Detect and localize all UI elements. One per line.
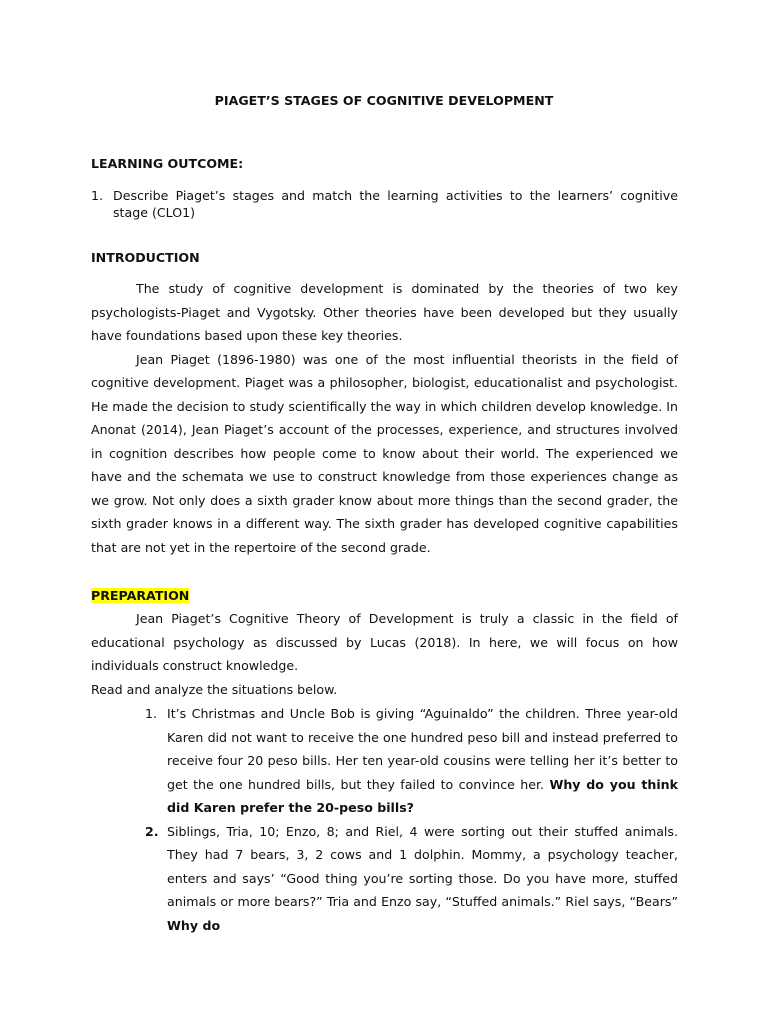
situation-question: Why do [167, 917, 221, 933]
situation-text: Siblings, Tria, 10; Enzo, 8; and Riel, 4 were sorting out their stuffed animals. They had 7 bears, 3, 2 cows and 1 dolphin. Mommy, a psychology teacher, enters and says’ “Good thing you’re sorting those. Do you have more, stuffed animals or more bears?” Tria and Enzo say, “Stuffed animals.” Riel says, “Bears” [167, 823, 678, 909]
list-item [145, 702, 678, 820]
introduction-paragraph-2: Jean Piaget (1896-1980) was one of the most influential theorists in the field of cognitive development. Piaget was a philosopher, biologist, educationalist and psychologist. He made the decision to study scientifically the way in which children develop knowledge. In Anonat (2014), Jean Piaget’s account of the processes, experience, and structures involved in cognition describes how people come to know about their world. The experienced we have and the schemata we use to construct knowledge from those experiences change as we grow. Not only does a sixth grader know about more things than the second grader, the sixth grader knows in a different way. The sixth grader has developed cognitive capabilities that are not yet in the repertoire of the second grade. [91, 351, 678, 555]
introduction-paragraph-1: The study of cognitive development is dominated by the theories of two key psychologists-Piaget and Vygotsky. Other theories have been developed but they usually have foundations based upon these key theories. [91, 281, 678, 343]
preparation-paragraph-2: Read and analyze the situations below. [91, 681, 338, 697]
introduction-body [91, 277, 678, 559]
preparation-paragraph-1: Jean Piaget’s Cognitive Theory of Development is truly a classic in the field of educational psychology as discussed by Lucas (2018). In here, we will focus on how individuals construct knowledge. [91, 611, 678, 673]
preparation-body [91, 607, 678, 701]
learning-outcome-item [91, 187, 678, 221]
list-number: 2. [145, 823, 159, 839]
preparation-heading-text: PREPARATION [91, 588, 190, 603]
situation-text: It’s Christmas and Uncle Bob is giving “Aguinaldo” the children. Three year-old Karen did not want to receive the one hundred peso bill and instead preferred to receive four 20 peso bills. Her ten year-old cousins were telling her it’s better to get the one hundred bills, but they failed to convince her. [167, 706, 678, 792]
preparation-heading [91, 588, 189, 603]
list-number: 1. [145, 706, 158, 721]
document-title: PIAGET’S STAGES OF COGNITIVE DEVELOPMENT [214, 93, 554, 108]
learning-outcome-text: Describe Piaget’s stages and match the learning activities to the learners’ cognitive stage (CLO1) [113, 188, 678, 220]
learning-outcome-heading: LEARNING OUTCOME: [91, 156, 244, 171]
situation-question: Why do you think did Karen prefer the 20-peso bills? [167, 776, 679, 815]
situations-list [145, 702, 678, 937]
list-item [145, 820, 678, 938]
list-number: 1. [91, 188, 104, 203]
introduction-heading: INTRODUCTION [91, 250, 200, 265]
